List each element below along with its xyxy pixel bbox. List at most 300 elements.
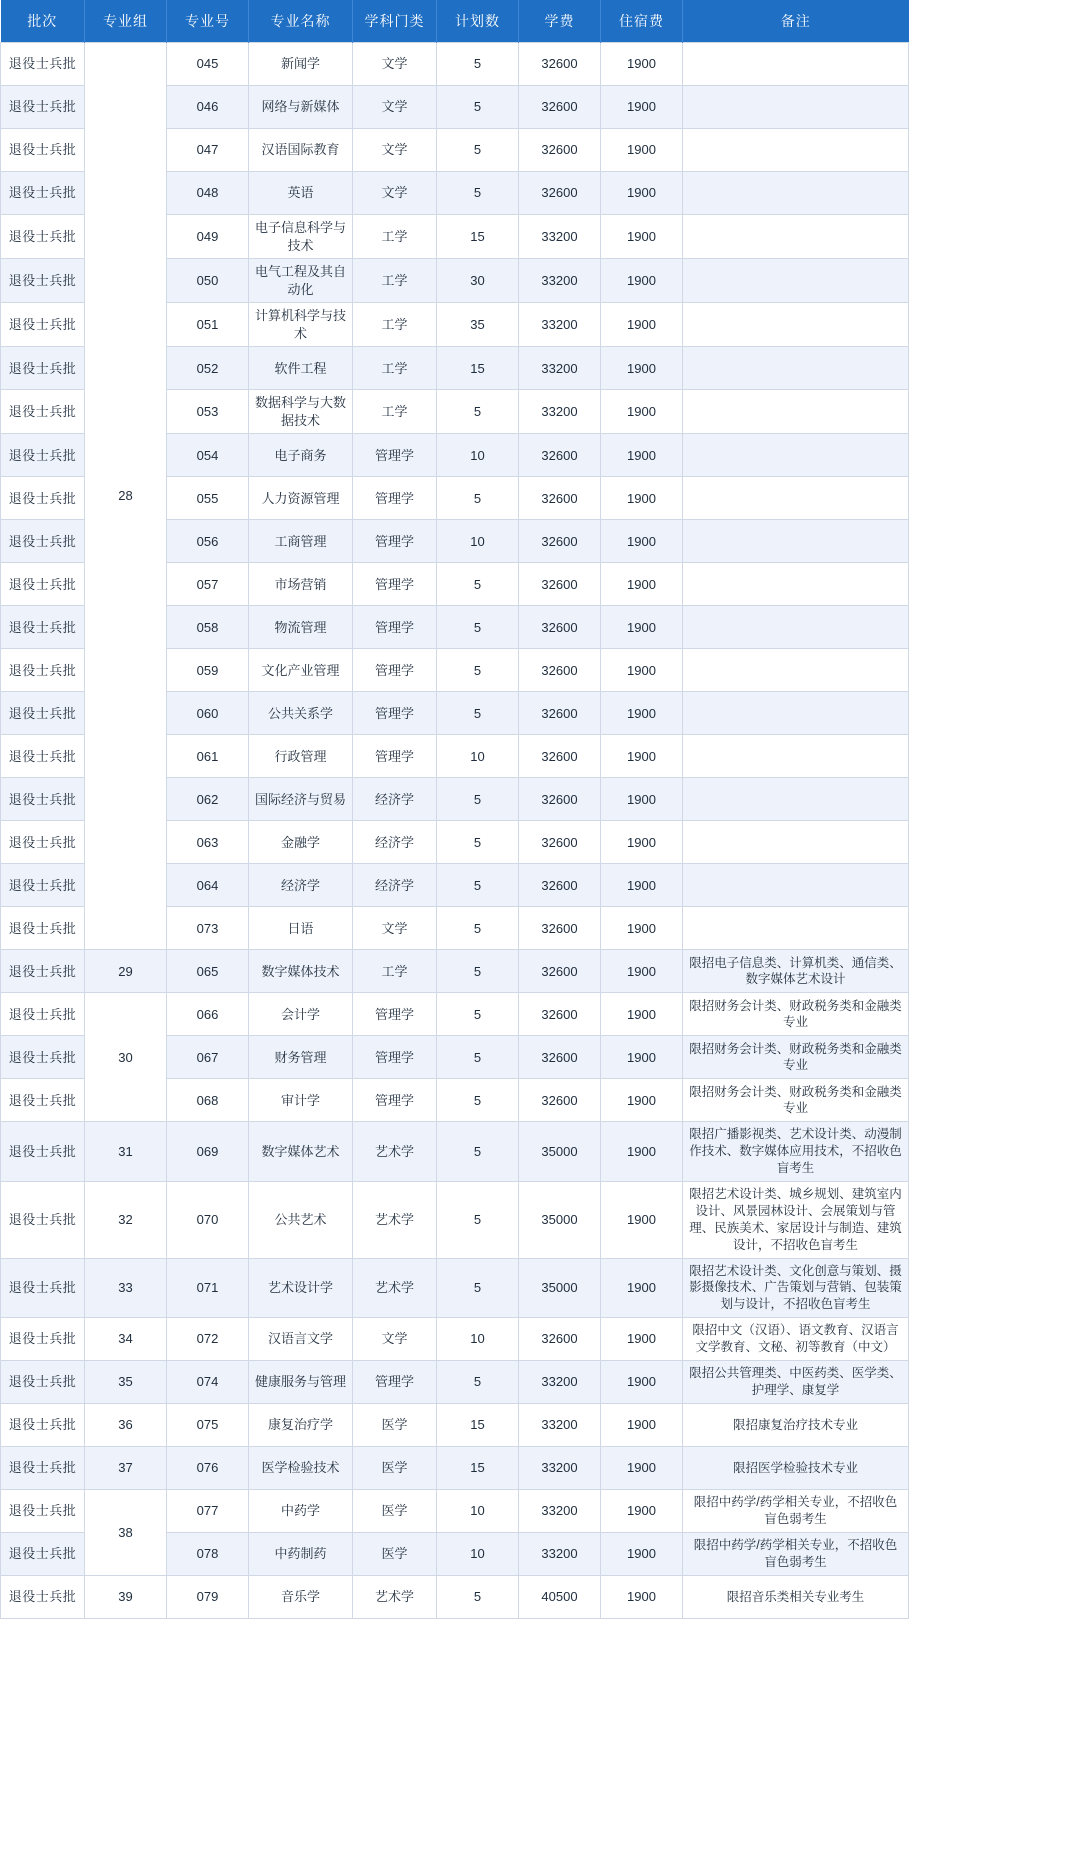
cell-batch: 退役士兵批 — [1, 1122, 85, 1182]
cell-plan-count: 5 — [437, 907, 519, 950]
cell-discipline: 管理学 — [353, 563, 437, 606]
cell-major-name: 中药制药 — [249, 1533, 353, 1576]
cell-major-name: 英语 — [249, 172, 353, 215]
cell-tuition: 32600 — [519, 129, 601, 172]
cell-discipline: 文学 — [353, 907, 437, 950]
cell-major-code: 062 — [167, 778, 249, 821]
cell-plan-count: 5 — [437, 563, 519, 606]
column-header-discipline: 学科门类 — [353, 0, 437, 43]
cell-dorm-fee: 1900 — [601, 1533, 683, 1576]
cell-tuition: 32600 — [519, 692, 601, 735]
cell-dorm-fee: 1900 — [601, 172, 683, 215]
cell-remark: 限招财务会计类、财政税务类和金融类专业 — [683, 1036, 909, 1079]
cell-plan-count: 5 — [437, 1036, 519, 1079]
cell-major-code: 054 — [167, 434, 249, 477]
cell-dorm-fee: 1900 — [601, 259, 683, 303]
table-row — [1, 950, 909, 993]
cell-tuition: 35000 — [519, 1122, 601, 1182]
cell-discipline: 艺术学 — [353, 1182, 437, 1259]
cell-discipline: 艺术学 — [353, 1258, 437, 1318]
cell-dorm-fee: 1900 — [601, 1576, 683, 1619]
table-row — [1, 1258, 909, 1318]
cell-dorm-fee: 1900 — [601, 86, 683, 129]
cell-dorm-fee: 1900 — [601, 692, 683, 735]
cell-plan-count: 5 — [437, 692, 519, 735]
cell-discipline: 管理学 — [353, 606, 437, 649]
cell-major-group: 29 — [85, 950, 167, 993]
cell-remark — [683, 86, 909, 129]
cell-discipline: 管理学 — [353, 1079, 437, 1122]
cell-major-name: 工商管理 — [249, 520, 353, 563]
cell-batch: 退役士兵批 — [1, 1447, 85, 1490]
cell-plan-count: 5 — [437, 1182, 519, 1259]
cell-plan-count: 10 — [437, 1533, 519, 1576]
cell-dorm-fee: 1900 — [601, 864, 683, 907]
cell-dorm-fee: 1900 — [601, 606, 683, 649]
cell-major-code: 075 — [167, 1404, 249, 1447]
cell-tuition: 32600 — [519, 907, 601, 950]
cell-major-code: 074 — [167, 1361, 249, 1404]
cell-major-code: 073 — [167, 907, 249, 950]
cell-discipline: 工学 — [353, 347, 437, 390]
cell-plan-count: 10 — [437, 520, 519, 563]
cell-batch: 退役士兵批 — [1, 692, 85, 735]
cell-major-name: 金融学 — [249, 821, 353, 864]
cell-major-name: 行政管理 — [249, 735, 353, 778]
cell-batch: 退役士兵批 — [1, 1258, 85, 1318]
cell-dorm-fee: 1900 — [601, 1079, 683, 1122]
cell-batch: 退役士兵批 — [1, 520, 85, 563]
cell-major-name: 审计学 — [249, 1079, 353, 1122]
cell-major-group: 37 — [85, 1447, 167, 1490]
cell-major-group: 30 — [85, 993, 167, 1122]
cell-dorm-fee: 1900 — [601, 434, 683, 477]
cell-remark: 限招中药学/药学相关专业，不招收色盲色弱考生 — [683, 1490, 909, 1533]
cell-plan-count: 15 — [437, 1447, 519, 1490]
cell-major-name: 公共艺术 — [249, 1182, 353, 1259]
cell-tuition: 32600 — [519, 434, 601, 477]
cell-major-code: 064 — [167, 864, 249, 907]
cell-major-name: 人力资源管理 — [249, 477, 353, 520]
cell-batch: 退役士兵批 — [1, 649, 85, 692]
cell-dorm-fee: 1900 — [601, 129, 683, 172]
cell-major-name: 汉语言文学 — [249, 1318, 353, 1361]
cell-major-group: 34 — [85, 1318, 167, 1361]
cell-plan-count: 10 — [437, 1318, 519, 1361]
cell-dorm-fee: 1900 — [601, 1490, 683, 1533]
cell-tuition: 33200 — [519, 1533, 601, 1576]
cell-batch: 退役士兵批 — [1, 434, 85, 477]
cell-discipline: 工学 — [353, 259, 437, 303]
table-row — [1, 1490, 909, 1533]
cell-major-code: 049 — [167, 215, 249, 259]
cell-discipline: 管理学 — [353, 735, 437, 778]
cell-plan-count: 15 — [437, 347, 519, 390]
cell-discipline: 文学 — [353, 1318, 437, 1361]
cell-major-code: 065 — [167, 950, 249, 993]
cell-tuition: 33200 — [519, 1447, 601, 1490]
cell-plan-count: 5 — [437, 778, 519, 821]
cell-major-code: 057 — [167, 563, 249, 606]
cell-remark — [683, 259, 909, 303]
cell-major-name: 市场营销 — [249, 563, 353, 606]
cell-major-code: 068 — [167, 1079, 249, 1122]
cell-major-name: 日语 — [249, 907, 353, 950]
cell-remark — [683, 907, 909, 950]
cell-remark: 限招音乐类相关专业考生 — [683, 1576, 909, 1619]
cell-major-name: 经济学 — [249, 864, 353, 907]
cell-discipline: 艺术学 — [353, 1576, 437, 1619]
cell-dorm-fee: 1900 — [601, 993, 683, 1036]
cell-major-code: 052 — [167, 347, 249, 390]
cell-major-name: 财务管理 — [249, 1036, 353, 1079]
cell-plan-count: 10 — [437, 1490, 519, 1533]
cell-discipline: 管理学 — [353, 520, 437, 563]
cell-batch: 退役士兵批 — [1, 563, 85, 606]
cell-major-name: 中药学 — [249, 1490, 353, 1533]
cell-plan-count: 5 — [437, 86, 519, 129]
cell-major-code: 048 — [167, 172, 249, 215]
column-header-plan-count: 计划数 — [437, 0, 519, 43]
cell-discipline: 文学 — [353, 129, 437, 172]
cell-batch: 退役士兵批 — [1, 864, 85, 907]
cell-plan-count: 35 — [437, 303, 519, 347]
cell-batch: 退役士兵批 — [1, 1490, 85, 1533]
cell-major-name: 国际经济与贸易 — [249, 778, 353, 821]
cell-remark — [683, 129, 909, 172]
cell-tuition: 32600 — [519, 649, 601, 692]
cell-plan-count: 5 — [437, 821, 519, 864]
table-row — [1, 43, 909, 86]
cell-remark — [683, 778, 909, 821]
cell-major-code: 066 — [167, 993, 249, 1036]
cell-remark — [683, 215, 909, 259]
column-header-tuition: 学费 — [519, 0, 601, 43]
cell-tuition: 32600 — [519, 821, 601, 864]
cell-plan-count: 5 — [437, 606, 519, 649]
cell-discipline: 医学 — [353, 1490, 437, 1533]
cell-tuition: 33200 — [519, 390, 601, 434]
cell-plan-count: 5 — [437, 1079, 519, 1122]
cell-major-code: 059 — [167, 649, 249, 692]
cell-major-name: 汉语国际教育 — [249, 129, 353, 172]
cell-tuition: 33200 — [519, 1490, 601, 1533]
cell-tuition: 33200 — [519, 259, 601, 303]
cell-discipline: 医学 — [353, 1447, 437, 1490]
cell-tuition: 33200 — [519, 215, 601, 259]
cell-tuition: 33200 — [519, 1404, 601, 1447]
cell-major-name: 艺术设计学 — [249, 1258, 353, 1318]
cell-plan-count: 10 — [437, 434, 519, 477]
cell-tuition: 32600 — [519, 606, 601, 649]
cell-tuition: 35000 — [519, 1182, 601, 1259]
table-row — [1, 1404, 909, 1447]
cell-dorm-fee: 1900 — [601, 347, 683, 390]
cell-batch: 退役士兵批 — [1, 950, 85, 993]
cell-discipline: 经济学 — [353, 864, 437, 907]
cell-dorm-fee: 1900 — [601, 520, 683, 563]
cell-major-group: 39 — [85, 1576, 167, 1619]
cell-discipline: 管理学 — [353, 1036, 437, 1079]
cell-discipline: 工学 — [353, 390, 437, 434]
cell-discipline: 管理学 — [353, 434, 437, 477]
cell-plan-count: 15 — [437, 1404, 519, 1447]
cell-major-code: 063 — [167, 821, 249, 864]
cell-major-group: 35 — [85, 1361, 167, 1404]
cell-discipline: 管理学 — [353, 649, 437, 692]
table-row — [1, 1318, 909, 1361]
cell-major-code: 060 — [167, 692, 249, 735]
cell-remark — [683, 563, 909, 606]
cell-batch: 退役士兵批 — [1, 172, 85, 215]
cell-batch: 退役士兵批 — [1, 1576, 85, 1619]
cell-dorm-fee: 1900 — [601, 1404, 683, 1447]
cell-plan-count: 5 — [437, 390, 519, 434]
cell-batch: 退役士兵批 — [1, 993, 85, 1036]
cell-tuition: 33200 — [519, 347, 601, 390]
cell-major-code: 047 — [167, 129, 249, 172]
cell-dorm-fee: 1900 — [601, 215, 683, 259]
cell-plan-count: 5 — [437, 477, 519, 520]
cell-batch: 退役士兵批 — [1, 43, 85, 86]
cell-tuition: 33200 — [519, 1361, 601, 1404]
cell-batch: 退役士兵批 — [1, 1533, 85, 1576]
cell-major-group: 36 — [85, 1404, 167, 1447]
cell-remark — [683, 649, 909, 692]
cell-major-code: 070 — [167, 1182, 249, 1259]
cell-dorm-fee: 1900 — [601, 649, 683, 692]
cell-discipline: 管理学 — [353, 1361, 437, 1404]
cell-discipline: 文学 — [353, 86, 437, 129]
cell-batch: 退役士兵批 — [1, 347, 85, 390]
cell-discipline: 工学 — [353, 215, 437, 259]
table-row — [1, 1447, 909, 1490]
cell-dorm-fee: 1900 — [601, 778, 683, 821]
cell-major-code: 067 — [167, 1036, 249, 1079]
cell-major-name: 音乐学 — [249, 1576, 353, 1619]
header-row — [1, 0, 909, 43]
cell-discipline: 医学 — [353, 1404, 437, 1447]
cell-batch: 退役士兵批 — [1, 1079, 85, 1122]
cell-tuition: 32600 — [519, 1318, 601, 1361]
cell-major-name: 文化产业管理 — [249, 649, 353, 692]
cell-plan-count: 5 — [437, 43, 519, 86]
cell-remark — [683, 172, 909, 215]
cell-major-name: 数字媒体技术 — [249, 950, 353, 993]
table-row — [1, 1182, 909, 1259]
cell-major-name: 电气工程及其自动化 — [249, 259, 353, 303]
cell-major-code: 055 — [167, 477, 249, 520]
cell-major-code: 061 — [167, 735, 249, 778]
cell-major-group: 32 — [85, 1182, 167, 1259]
cell-discipline: 管理学 — [353, 477, 437, 520]
cell-tuition: 32600 — [519, 477, 601, 520]
cell-tuition: 32600 — [519, 1036, 601, 1079]
cell-dorm-fee: 1900 — [601, 1122, 683, 1182]
cell-dorm-fee: 1900 — [601, 1258, 683, 1318]
cell-major-code: 053 — [167, 390, 249, 434]
cell-plan-count: 30 — [437, 259, 519, 303]
cell-tuition: 32600 — [519, 1079, 601, 1122]
cell-tuition: 35000 — [519, 1258, 601, 1318]
cell-dorm-fee: 1900 — [601, 821, 683, 864]
cell-major-name: 电子信息科学与技术 — [249, 215, 353, 259]
table-row — [1, 1576, 909, 1619]
cell-batch: 退役士兵批 — [1, 303, 85, 347]
cell-major-name: 新闻学 — [249, 43, 353, 86]
cell-major-code: 072 — [167, 1318, 249, 1361]
column-header-major-name: 专业名称 — [249, 0, 353, 43]
cell-major-code: 051 — [167, 303, 249, 347]
table-row — [1, 993, 909, 1036]
cell-major-code: 045 — [167, 43, 249, 86]
cell-discipline: 管理学 — [353, 692, 437, 735]
cell-major-name: 网络与新媒体 — [249, 86, 353, 129]
cell-major-name: 会计学 — [249, 993, 353, 1036]
cell-plan-count: 5 — [437, 993, 519, 1036]
cell-remark: 限招中文（汉语）、语文教育、汉语言文学教育、文秘、初等教育（中文） — [683, 1318, 909, 1361]
cell-batch: 退役士兵批 — [1, 907, 85, 950]
cell-plan-count: 15 — [437, 215, 519, 259]
cell-batch: 退役士兵批 — [1, 735, 85, 778]
cell-plan-count: 5 — [437, 864, 519, 907]
cell-batch: 退役士兵批 — [1, 215, 85, 259]
cell-remark — [683, 303, 909, 347]
cell-batch: 退役士兵批 — [1, 1036, 85, 1079]
cell-major-code: 056 — [167, 520, 249, 563]
cell-remark — [683, 606, 909, 649]
cell-plan-count: 5 — [437, 172, 519, 215]
column-header-dorm-fee: 住宿费 — [601, 0, 683, 43]
cell-remark — [683, 434, 909, 477]
cell-batch: 退役士兵批 — [1, 390, 85, 434]
cell-major-code: 079 — [167, 1576, 249, 1619]
cell-dorm-fee: 1900 — [601, 1318, 683, 1361]
cell-major-code: 069 — [167, 1122, 249, 1182]
table-header — [1, 0, 909, 43]
cell-dorm-fee: 1900 — [601, 303, 683, 347]
cell-discipline: 经济学 — [353, 778, 437, 821]
cell-discipline: 管理学 — [353, 993, 437, 1036]
cell-tuition: 32600 — [519, 563, 601, 606]
cell-plan-count: 5 — [437, 950, 519, 993]
cell-major-group: 33 — [85, 1258, 167, 1318]
cell-major-name: 康复治疗学 — [249, 1404, 353, 1447]
cell-major-group: 28 — [85, 43, 167, 950]
cell-discipline: 工学 — [353, 950, 437, 993]
cell-major-name: 数字媒体艺术 — [249, 1122, 353, 1182]
cell-dorm-fee: 1900 — [601, 390, 683, 434]
cell-batch: 退役士兵批 — [1, 821, 85, 864]
column-header-major-group: 专业组 — [85, 0, 167, 43]
cell-batch: 退役士兵批 — [1, 606, 85, 649]
cell-remark — [683, 692, 909, 735]
cell-remark: 限招中药学/药学相关专业，不招收色盲色弱考生 — [683, 1533, 909, 1576]
cell-remark: 限招电子信息类、计算机类、通信类、数字媒体艺术设计 — [683, 950, 909, 993]
cell-remark — [683, 864, 909, 907]
cell-dorm-fee: 1900 — [601, 735, 683, 778]
table-body — [1, 43, 909, 1619]
cell-tuition: 33200 — [519, 303, 601, 347]
cell-dorm-fee: 1900 — [601, 1036, 683, 1079]
cell-remark — [683, 520, 909, 563]
cell-discipline: 文学 — [353, 172, 437, 215]
cell-major-code: 077 — [167, 1490, 249, 1533]
cell-plan-count: 5 — [437, 649, 519, 692]
cell-major-code: 046 — [167, 86, 249, 129]
cell-remark — [683, 390, 909, 434]
table-row — [1, 1122, 909, 1182]
column-header-remark: 备注 — [683, 0, 909, 43]
cell-remark — [683, 347, 909, 390]
cell-remark: 限招艺术设计类、城乡规划、建筑室内设计、风景园林设计、会展策划与管理、民族美术、家居设计与制造、建筑设计，不招收色盲考生 — [683, 1182, 909, 1259]
cell-tuition: 40500 — [519, 1576, 601, 1619]
cell-tuition: 32600 — [519, 864, 601, 907]
cell-major-name: 物流管理 — [249, 606, 353, 649]
cell-major-code: 050 — [167, 259, 249, 303]
cell-discipline: 医学 — [353, 1533, 437, 1576]
cell-batch: 退役士兵批 — [1, 1318, 85, 1361]
cell-discipline: 工学 — [353, 303, 437, 347]
cell-remark: 限招财务会计类、财政税务类和金融类专业 — [683, 1079, 909, 1122]
cell-tuition: 32600 — [519, 993, 601, 1036]
cell-remark — [683, 477, 909, 520]
cell-plan-count: 5 — [437, 1576, 519, 1619]
cell-plan-count: 5 — [437, 1361, 519, 1404]
cell-major-name: 软件工程 — [249, 347, 353, 390]
cell-remark: 限招财务会计类、财政税务类和金融类专业 — [683, 993, 909, 1036]
cell-plan-count: 5 — [437, 1122, 519, 1182]
cell-remark — [683, 821, 909, 864]
cell-dorm-fee: 1900 — [601, 907, 683, 950]
cell-major-group: 31 — [85, 1122, 167, 1182]
cell-major-name: 电子商务 — [249, 434, 353, 477]
cell-major-code: 076 — [167, 1447, 249, 1490]
cell-major-group: 38 — [85, 1490, 167, 1576]
cell-dorm-fee: 1900 — [601, 1182, 683, 1259]
cell-remark — [683, 735, 909, 778]
cell-batch: 退役士兵批 — [1, 1361, 85, 1404]
cell-major-name: 医学检验技术 — [249, 1447, 353, 1490]
table-row — [1, 1361, 909, 1404]
cell-remark: 限招康复治疗技术专业 — [683, 1404, 909, 1447]
cell-tuition: 32600 — [519, 172, 601, 215]
cell-batch: 退役士兵批 — [1, 477, 85, 520]
cell-batch: 退役士兵批 — [1, 259, 85, 303]
cell-major-code: 078 — [167, 1533, 249, 1576]
cell-major-code: 071 — [167, 1258, 249, 1318]
cell-discipline: 经济学 — [353, 821, 437, 864]
cell-major-name: 公共关系学 — [249, 692, 353, 735]
cell-batch: 退役士兵批 — [1, 778, 85, 821]
cell-major-name: 健康服务与管理 — [249, 1361, 353, 1404]
cell-dorm-fee: 1900 — [601, 43, 683, 86]
column-header-batch: 批次 — [1, 0, 85, 43]
cell-tuition: 32600 — [519, 735, 601, 778]
cell-batch: 退役士兵批 — [1, 1182, 85, 1259]
cell-discipline: 文学 — [353, 43, 437, 86]
cell-dorm-fee: 1900 — [601, 1447, 683, 1490]
cell-batch: 退役士兵批 — [1, 1404, 85, 1447]
cell-batch: 退役士兵批 — [1, 129, 85, 172]
cell-major-code: 058 — [167, 606, 249, 649]
cell-dorm-fee: 1900 — [601, 477, 683, 520]
cell-tuition: 32600 — [519, 86, 601, 129]
cell-remark — [683, 43, 909, 86]
cell-dorm-fee: 1900 — [601, 950, 683, 993]
cell-remark: 限招广播影视类、艺术设计类、动漫制作技术、数字媒体应用技术，不招收色盲考生 — [683, 1122, 909, 1182]
cell-major-name: 数据科学与大数据技术 — [249, 390, 353, 434]
